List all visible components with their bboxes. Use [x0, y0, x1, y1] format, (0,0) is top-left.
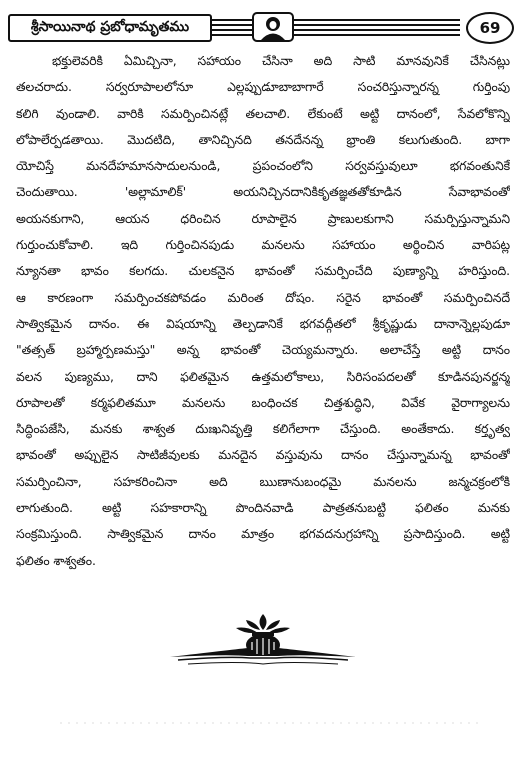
page-number: 69: [466, 12, 514, 44]
text-line: తలచరాదు. సర్వరూపాలలోనూ ఎల్లప్పుడూబాబాగారే సంచరిస్తున్నారన్న గుర్తింపు: [16, 79, 510, 95]
text-line: చెందుతాయి. 'అల్లామాలిక్' అయనిచ్చినదానికికృతజ్ఞతతోకూడిన సేవాభావంతో: [16, 184, 510, 200]
text-line: భావంతో అప్పులైన సాటిజీవులకు మనదైన వస్తువును దానం చేస్తున్నామన్న భావంతో: [16, 447, 510, 463]
sai-baba-portrait-icon: [252, 12, 294, 42]
text-line: సిద్ధింపజేసి, మనకు శాశ్వత దుఃఖనివృత్తి కలిగేలాగా చేస్తుంది. అంతేకాదు. కర్తృత్వ: [16, 421, 510, 437]
text-line: అయనకుగాని, ఆయన ధరించిన రూపాలైన ప్రాణులకుగాని సమర్పిస్తున్నామని: [16, 210, 510, 226]
text-line: ఆ కారణంగా సమర్పించకపోవడం మరింత దోషం. సరైన భావంతో సమర్పించినదే: [16, 289, 510, 305]
text-line: కలిగి వుండాలి. వారికి సమర్పించినట్లే తలచాలి. లేకుంటే అట్టి దానంలో, సేవలోకొన్ని: [16, 105, 510, 121]
text-line: ఫలితం శాశ్వతం.: [16, 552, 96, 568]
kalasha-ornament-icon: [168, 612, 358, 670]
running-title: శ్రీసాయినాథ ప్రబోధామృతము: [8, 14, 212, 42]
text-line: లాగుతుంది. అట్టి సహకారాన్ని పొందినవాడి పాత్రతనుబట్టి ఫలితం మనకు: [16, 500, 510, 516]
text-line: యోచిస్తే మనదేహమానసాదులనుండి, ప్రపంచంలోని సర్వవస్తువులూ భగవంతునికే: [16, 158, 510, 174]
text-line: సంక్రమిస్తుంది. సాత్వికమైన దానం మాత్రం భగవదనుగ్రహాన్ని ప్రసాదిస్తుంది. అట్టి: [16, 526, 510, 542]
text-line: సాత్వికమైన దానం. ఈ విషయాన్ని తెల్పడానికే భగవద్గీతలో శ్రీకృష్ణుడు దానాన్నెల్లపుడూ: [16, 315, 510, 331]
text-line: న్యూనతా భావం కలగదు. చులకనైన భావంతో సమర్పించేది పుణ్యాన్ని హరిస్తుంది.: [16, 263, 510, 279]
text-line: భక్తులెవరికి ఏమిచ్చినా, సహాయం చేసినా అది సాటి మానవునికే చేసినట్లు: [52, 53, 510, 68]
text-line: గుర్తుంచుకోవాలి. ఇది గుర్తించినపుడు మనలను సహాయం అర్థించిన వారిపట్ల: [16, 237, 510, 253]
text-line: రూపాలతో కర్మఫలితమూ మనలను బంధించక చిత్తశుద్ధిని, వివేక వైరాగ్యాలను: [16, 394, 510, 410]
header-rule-lines: [212, 17, 460, 37]
text-line: "తత్సత్ బ్రహ్మార్పణమస్తు" అన్న భావంతో చెయ్యమన్నారు. అలాచేస్తే అట్టి దానం: [16, 342, 510, 358]
text-line: వలన పుణ్యము, దాని ఫలితమైన ఉత్తమలోకాలు, సిరిసంపదలతో కూడినపునర్జన్మ: [16, 368, 510, 384]
page-scan-speckle: [60, 722, 480, 724]
page-header: [8, 12, 514, 44]
text-line: లోపాలేర్పడతాయి. మొదటిది, తానిచ్చినది తనదేనన్న భ్రాంతి కలుగుతుంది. బాగా: [16, 131, 510, 147]
text-line: సమర్పించినా, సహకరించినా అది ఋణానుబంధమై మనలను జన్మచక్రంలోకి: [16, 473, 510, 489]
body-text: [16, 48, 510, 574]
